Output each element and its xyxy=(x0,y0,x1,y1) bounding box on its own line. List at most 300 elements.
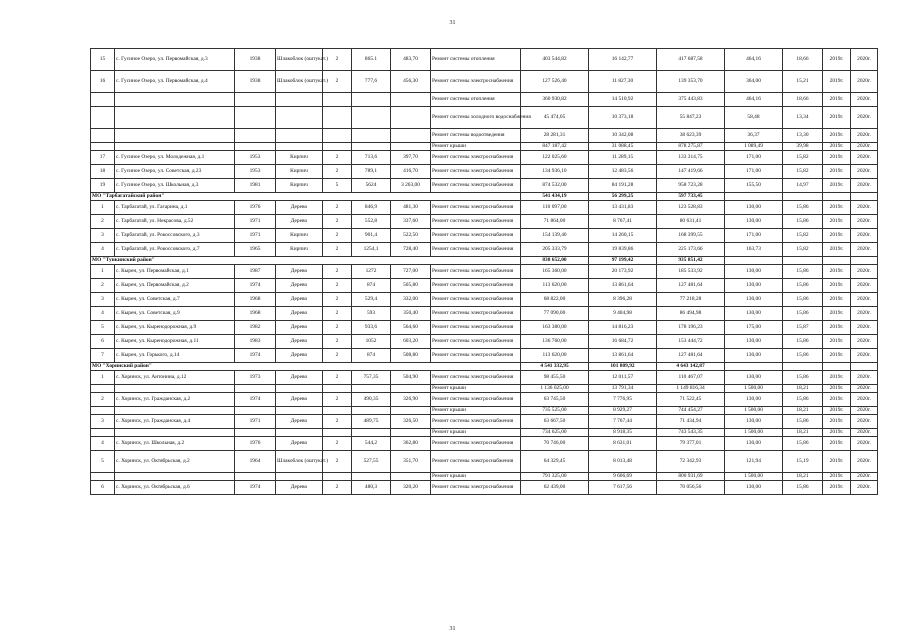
start-year-cell: 2019г. xyxy=(823,243,851,257)
total-cost-cell: 139 353,70 xyxy=(657,71,725,93)
table-row xyxy=(91,429,878,437)
work-type-cell: Ремонт системы холодного водоснабжения xyxy=(431,107,521,129)
wall-material-cell: Шлакоблок (оштукат.) xyxy=(276,71,323,93)
address-cell: с. Гусиное Озеро, ул. Школьная, д.3 xyxy=(115,179,235,193)
year-cell: 1968 xyxy=(235,293,276,307)
empty-cell xyxy=(783,363,823,371)
year-cell: 1981 xyxy=(235,179,276,193)
empty-cell xyxy=(783,193,823,201)
unit-rate-cell: 464,16 xyxy=(725,93,783,107)
percent-cell: 13,30 xyxy=(783,129,823,143)
district-extra-cost-cell: 97 199,42 xyxy=(589,257,657,265)
unit-rate-cell: 364,00 xyxy=(725,71,783,93)
table-row xyxy=(91,129,878,143)
address-cell: с. Кырен, ул. Советская, д.9 xyxy=(115,307,235,321)
unit-rate-cell: 58,48 xyxy=(725,107,783,129)
work-type-cell: Ремонт системы электроснабжения xyxy=(431,437,521,451)
cost-cell: 77 090,00 xyxy=(521,307,589,321)
total-area-cell: 789,1 xyxy=(352,165,391,179)
unit-rate-cell: 130,00 xyxy=(725,349,783,363)
work-type-cell: Ремонт системы электроснабжения xyxy=(431,349,521,363)
wall-material-cell: Кирпич xyxy=(276,229,323,243)
end-year-cell: 2020г. xyxy=(851,165,878,179)
page-number-top: 31 xyxy=(449,20,456,26)
floors-cell xyxy=(323,107,352,129)
living-area-cell: 3 263,00 xyxy=(391,179,431,193)
wall-material-cell: Дерево xyxy=(276,215,323,229)
floors-cell: 2 xyxy=(323,165,352,179)
row-number-cell: 2 xyxy=(91,393,115,407)
address-cell xyxy=(115,93,235,107)
end-year-cell: 2020г. xyxy=(851,143,878,151)
total-area-cell xyxy=(352,107,391,129)
total-cost-cell: 178 196,23 xyxy=(657,321,725,335)
year-cell: 1953 xyxy=(235,165,276,179)
total-area-cell: 480,3 xyxy=(352,481,391,495)
total-cost-cell: 38 623,39 xyxy=(657,129,725,143)
percent-cell: 39,98 xyxy=(783,143,823,151)
end-year-cell: 2020г. xyxy=(851,321,878,335)
start-year-cell: 2019г. xyxy=(823,393,851,407)
district-title-cell: МО "Хоринский район" xyxy=(91,363,521,371)
row-number-cell: 5 xyxy=(91,451,115,473)
end-year-cell: 2020г. xyxy=(851,151,878,165)
year-cell xyxy=(235,129,276,143)
percent-cell: 15,86 xyxy=(783,307,823,321)
work-type-cell: Ремонт системы электроснабжения xyxy=(431,481,521,495)
total-area-cell: 593 xyxy=(352,307,391,321)
total-area-cell xyxy=(352,407,391,415)
living-area-cell: 320,20 xyxy=(391,481,431,495)
wall-material-cell: Кирпич xyxy=(276,151,323,165)
extra-cost-cell: 13 431,83 xyxy=(589,201,657,215)
row-number-cell xyxy=(91,129,115,143)
floors-cell: 2 xyxy=(323,335,352,349)
table-row xyxy=(91,151,878,165)
percent-cell: 15,87 xyxy=(783,321,823,335)
cost-cell: 403 544,82 xyxy=(521,49,589,71)
empty-cell xyxy=(823,193,851,201)
work-type-cell: Ремонт системы электроснабжения xyxy=(431,393,521,407)
row-number-cell xyxy=(91,93,115,107)
table-row xyxy=(91,473,878,481)
empty-cell xyxy=(851,363,878,371)
table-row xyxy=(91,481,878,495)
wall-material-cell xyxy=(276,93,323,107)
address-cell xyxy=(115,129,235,143)
row-number-cell: 6 xyxy=(91,335,115,349)
wall-material-cell: Шлакоблок (оштукат.) xyxy=(276,49,323,71)
row-number-cell: 1 xyxy=(91,201,115,215)
total-area-cell: 874 xyxy=(352,279,391,293)
total-cost-cell: 375 443,83 xyxy=(657,93,725,107)
floors-cell: 5 xyxy=(323,179,352,193)
start-year-cell: 2019г. xyxy=(823,107,851,129)
living-area-cell: 564,60 xyxy=(391,321,431,335)
unit-rate-cell: 1 089,49 xyxy=(725,143,783,151)
district-subtotal-row xyxy=(91,193,878,201)
wall-material-cell: Дерево xyxy=(276,335,323,349)
total-cost-cell: 55 847,23 xyxy=(657,107,725,129)
table-row xyxy=(91,201,878,215)
end-year-cell: 2020г. xyxy=(851,371,878,385)
address-cell: с. Гусиное Озеро, ул. Первомайская, д.3 xyxy=(115,49,235,71)
year-cell: 1953 xyxy=(235,151,276,165)
row-number-cell: 2 xyxy=(91,279,115,293)
cost-cell: 874 532,00 xyxy=(521,179,589,193)
living-area-cell: 728,40 xyxy=(391,243,431,257)
total-cost-cell: 71 434,94 xyxy=(657,415,725,429)
year-cell: 1964 xyxy=(235,451,276,473)
living-area-cell xyxy=(391,385,431,393)
unit-rate-cell: 175,00 xyxy=(725,321,783,335)
extra-cost-cell: 8 767,41 xyxy=(589,215,657,229)
table-row xyxy=(91,229,878,243)
work-type-cell: Ремонт системы электроснабжения xyxy=(431,451,521,473)
row-number-cell: 19 xyxy=(91,179,115,193)
wall-material-cell: Дерево xyxy=(276,415,323,429)
wall-material-cell xyxy=(276,407,323,415)
start-year-cell: 2019г. xyxy=(823,293,851,307)
year-cell: 1974 xyxy=(235,393,276,407)
row-number-cell: 3 xyxy=(91,293,115,307)
total-cost-cell: 133 314,75 xyxy=(657,151,725,165)
end-year-cell: 2020г. xyxy=(851,429,878,437)
address-cell: с. Кырен, ул. Первомайская, д.1 xyxy=(115,265,235,279)
address-cell: с. Тарбагатай, ул. Некрасова, д.52 xyxy=(115,215,235,229)
start-year-cell: 2019г. xyxy=(823,349,851,363)
row-number-cell: 17 xyxy=(91,151,115,165)
district-subtotal-row xyxy=(91,363,878,371)
percent-cell: 15,21 xyxy=(783,71,823,93)
total-cost-cell: 70 056,56 xyxy=(657,481,725,495)
address-cell xyxy=(115,385,235,393)
extra-cost-cell: 7 617,56 xyxy=(589,481,657,495)
cost-cell: 791 325,00 xyxy=(521,473,589,481)
percent-cell: 13,34 xyxy=(783,107,823,129)
table-row xyxy=(91,179,878,193)
table-row xyxy=(91,243,878,257)
floors-cell xyxy=(323,385,352,393)
extra-cost-cell: 14 816,23 xyxy=(589,321,657,335)
table-row xyxy=(91,371,878,385)
percent-cell: 15,86 xyxy=(783,201,823,215)
row-number-cell: 16 xyxy=(91,71,115,93)
floors-cell: 2 xyxy=(323,307,352,321)
total-area-cell xyxy=(352,143,391,151)
year-cell xyxy=(235,473,276,481)
table-row xyxy=(91,49,878,71)
end-year-cell: 2020г. xyxy=(851,179,878,193)
floors-cell: 2 xyxy=(323,201,352,215)
cost-cell: 136 760,00 xyxy=(521,335,589,349)
year-cell: 1971 xyxy=(235,415,276,429)
wall-material-cell: Дерево xyxy=(276,307,323,321)
start-year-cell: 2019г. xyxy=(823,93,851,107)
extra-cost-cell: 13 861,64 xyxy=(589,279,657,293)
year-cell: 1976 xyxy=(235,437,276,451)
total-area-cell: 713,6 xyxy=(352,151,391,165)
cost-cell: 735 525,00 xyxy=(521,407,589,415)
wall-material-cell: Кирпич xyxy=(276,179,323,193)
floors-cell: 2 xyxy=(323,321,352,335)
unit-rate-cell: 130,00 xyxy=(725,293,783,307)
floors-cell: 2 xyxy=(323,151,352,165)
start-year-cell: 2019г. xyxy=(823,473,851,481)
percent-cell: 18,66 xyxy=(783,49,823,71)
extra-cost-cell: 8 918,35 xyxy=(589,429,657,437)
cost-cell: 64 329,45 xyxy=(521,451,589,473)
year-cell xyxy=(235,93,276,107)
total-cost-cell: 147 419,66 xyxy=(657,165,725,179)
unit-rate-cell: 130,00 xyxy=(725,307,783,321)
end-year-cell: 2020г. xyxy=(851,215,878,229)
living-area-cell xyxy=(391,473,431,481)
cost-cell: 163 380,00 xyxy=(521,321,589,335)
year-cell: 1987 xyxy=(235,265,276,279)
unit-rate-cell: 464,16 xyxy=(725,49,783,71)
address-cell xyxy=(115,143,235,151)
unit-rate-cell: 171,00 xyxy=(725,151,783,165)
extra-cost-cell: 16 684,72 xyxy=(589,335,657,349)
row-number-cell: 6 xyxy=(91,481,115,495)
extra-cost-cell: 84 191,28 xyxy=(589,179,657,193)
percent-cell: 15,82 xyxy=(783,165,823,179)
floors-cell: 2 xyxy=(323,243,352,257)
row-number-cell xyxy=(91,407,115,415)
extra-cost-cell: 20 173,92 xyxy=(589,265,657,279)
end-year-cell: 2020г. xyxy=(851,93,878,107)
end-year-cell: 2020г. xyxy=(851,229,878,243)
living-area-cell xyxy=(391,407,431,415)
year-cell: 1974 xyxy=(235,279,276,293)
start-year-cell: 2019г. xyxy=(823,279,851,293)
extra-cost-cell: 13 791,34 xyxy=(589,385,657,393)
page-number-bottom: 31 xyxy=(449,626,456,632)
total-cost-cell: 110 467,07 xyxy=(657,371,725,385)
work-type-cell: Ремонт системы электроснабжения xyxy=(431,243,521,257)
living-area-cell: 727,00 xyxy=(391,265,431,279)
end-year-cell: 2020г. xyxy=(851,293,878,307)
work-type-cell: Ремонт крыши xyxy=(431,143,521,151)
floors-cell xyxy=(323,473,352,481)
cost-cell: 360 930,82 xyxy=(521,93,589,107)
address-cell xyxy=(115,407,235,415)
wall-material-cell xyxy=(276,129,323,143)
total-area-cell: 552,8 xyxy=(352,215,391,229)
start-year-cell: 2019г. xyxy=(823,143,851,151)
total-area-cell: 1254,1 xyxy=(352,243,391,257)
row-number-cell: 4 xyxy=(91,243,115,257)
end-year-cell: 2020г. xyxy=(851,335,878,349)
floors-cell: 2 xyxy=(323,71,352,93)
living-area-cell: 483,70 xyxy=(391,49,431,71)
table-row xyxy=(91,451,878,473)
total-area-cell: 846,9 xyxy=(352,201,391,215)
wall-material-cell: Дерево xyxy=(276,437,323,451)
total-area-cell: 490,35 xyxy=(352,393,391,407)
total-cost-cell: 225 173,66 xyxy=(657,243,725,257)
living-area-cell: 351,70 xyxy=(391,451,431,473)
floors-cell: 2 xyxy=(323,371,352,385)
unit-rate-cell: 155,50 xyxy=(725,179,783,193)
wall-material-cell xyxy=(276,385,323,393)
end-year-cell: 2020г. xyxy=(851,415,878,429)
work-type-cell: Ремонт системы электроснабжения xyxy=(431,71,521,93)
address-cell: с. Кырен, ул. Советская, д.7 xyxy=(115,293,235,307)
start-year-cell: 2019г. xyxy=(823,307,851,321)
total-area-cell: 529,4 xyxy=(352,293,391,307)
district-total-cost-cell: 935 851,42 xyxy=(657,257,725,265)
table-row xyxy=(91,293,878,307)
wall-material-cell: Дерево xyxy=(276,371,323,385)
end-year-cell: 2020г. xyxy=(851,307,878,321)
year-cell: 1971 xyxy=(235,215,276,229)
living-area-cell: 326,90 xyxy=(391,393,431,407)
address-cell: с. Гусиное Озеро, ул. Первомайская, д.4 xyxy=(115,71,235,93)
end-year-cell: 2020г. xyxy=(851,407,878,415)
wall-material-cell xyxy=(276,473,323,481)
address-cell xyxy=(115,473,235,481)
start-year-cell: 2019г. xyxy=(823,429,851,437)
unit-rate-cell: 171,00 xyxy=(725,165,783,179)
row-number-cell: 1 xyxy=(91,371,115,385)
district-cost-cell: 4 541 332,95 xyxy=(521,363,589,371)
row-number-cell: 5 xyxy=(91,321,115,335)
year-cell: 1938 xyxy=(235,49,276,71)
address-cell: с. Хоринск, ул. Школьная, д.2 xyxy=(115,437,235,451)
unit-rate-cell: 130,00 xyxy=(725,215,783,229)
work-type-cell: Ремонт системы электроснабжения xyxy=(431,215,521,229)
cost-cell: 70 746,00 xyxy=(521,437,589,451)
total-area-cell xyxy=(352,385,391,393)
living-area-cell: 362,80 xyxy=(391,437,431,451)
work-type-cell: Ремонт системы электроснабжения xyxy=(431,307,521,321)
cost-cell: 110 097,00 xyxy=(521,201,589,215)
total-area-cell: 874 xyxy=(352,349,391,363)
extra-cost-cell: 12 483,56 xyxy=(589,165,657,179)
unit-rate-cell: 171,00 xyxy=(725,229,783,243)
living-area-cell xyxy=(391,93,431,107)
total-cost-cell: 86 494,98 xyxy=(657,307,725,321)
floors-cell xyxy=(323,407,352,415)
table-row xyxy=(91,93,878,107)
wall-material-cell: Дерево xyxy=(276,265,323,279)
wall-material-cell: Кирпич xyxy=(276,165,323,179)
living-area-cell: 332,00 xyxy=(391,293,431,307)
extra-cost-cell: 9 404,98 xyxy=(589,307,657,321)
district-title-cell: МО "Тарбагатайский район" xyxy=(91,193,521,201)
work-type-cell: Ремонт системы электроснабжения xyxy=(431,151,521,165)
total-cost-cell: 153 444,72 xyxy=(657,335,725,349)
wall-material-cell: Дерево xyxy=(276,481,323,495)
total-cost-cell: 958 723,28 xyxy=(657,179,725,193)
table-row xyxy=(91,407,878,415)
total-cost-cell: 127 481,64 xyxy=(657,349,725,363)
total-cost-cell: 80 631,41 xyxy=(657,215,725,229)
table-row xyxy=(91,215,878,229)
end-year-cell: 2020г. xyxy=(851,385,878,393)
cost-cell: 63 667,50 xyxy=(521,415,589,429)
end-year-cell: 2020г. xyxy=(851,129,878,143)
percent-cell: 18,21 xyxy=(783,385,823,393)
total-area-cell: 544,2 xyxy=(352,437,391,451)
living-area-cell xyxy=(391,143,431,151)
end-year-cell: 2020г. xyxy=(851,49,878,71)
start-year-cell: 2019г. xyxy=(823,415,851,429)
total-area-cell: 5624 xyxy=(352,179,391,193)
cost-cell: 154 139,40 xyxy=(521,229,589,243)
extra-cost-cell: 7 776,95 xyxy=(589,393,657,407)
district-title-cell: МО "Тункинский район" xyxy=(91,257,521,265)
total-cost-cell: 744 454,27 xyxy=(657,407,725,415)
floors-cell: 2 xyxy=(323,451,352,473)
unit-rate-cell: 130,00 xyxy=(725,437,783,451)
address-cell: с. Хоринск, ул. Гражданская, д.2 xyxy=(115,393,235,407)
percent-cell: 18,21 xyxy=(783,429,823,437)
year-cell: 1983 xyxy=(235,335,276,349)
empty-cell xyxy=(851,193,878,201)
floors-cell: 2 xyxy=(323,215,352,229)
percent-cell: 18,21 xyxy=(783,407,823,415)
living-area-cell: 481,30 xyxy=(391,201,431,215)
extra-cost-cell: 8 013,48 xyxy=(589,451,657,473)
total-area-cell: 901,4 xyxy=(352,229,391,243)
cost-cell: 165 360,00 xyxy=(521,265,589,279)
end-year-cell: 2020г. xyxy=(851,279,878,293)
total-area-cell: 1272 xyxy=(352,265,391,279)
cost-cell: 98 455,50 xyxy=(521,371,589,385)
unit-rate-cell: 130,00 xyxy=(725,335,783,349)
work-type-cell: Ремонт системы электроснабжения xyxy=(431,179,521,193)
end-year-cell: 2020г. xyxy=(851,201,878,215)
start-year-cell: 2019г. xyxy=(823,385,851,393)
wall-material-cell: Дерево xyxy=(276,321,323,335)
start-year-cell: 2019г. xyxy=(823,129,851,143)
percent-cell: 15,86 xyxy=(783,215,823,229)
wall-material-cell: Дерево xyxy=(276,349,323,363)
floors-cell: 2 xyxy=(323,279,352,293)
start-year-cell: 2019г. xyxy=(823,437,851,451)
start-year-cell: 2019г. xyxy=(823,371,851,385)
empty-cell xyxy=(725,363,783,371)
end-year-cell: 2020г. xyxy=(851,437,878,451)
address-cell: с. Хоринск, ул. Антонина, д.12 xyxy=(115,371,235,385)
address-cell: с. Тарбагатай, ул. Гагарина, д.1 xyxy=(115,201,235,215)
address-cell xyxy=(115,107,235,129)
table-row xyxy=(91,437,878,451)
percent-cell: 15,86 xyxy=(783,349,823,363)
percent-cell: 15,86 xyxy=(783,265,823,279)
start-year-cell: 2019г. xyxy=(823,321,851,335)
unit-rate-cell: 130,00 xyxy=(725,415,783,429)
living-area-cell: 416,70 xyxy=(391,165,431,179)
wall-material-cell: Шлакоблок (оштукат.) xyxy=(276,451,323,473)
address-cell: с. Тарбагатай, ул. Рокоссовского, д.3 xyxy=(115,229,235,243)
district-cost-cell: 541 434,19 xyxy=(521,193,589,201)
floors-cell xyxy=(323,143,352,151)
extra-cost-cell: 31 088,45 xyxy=(589,143,657,151)
row-number-cell xyxy=(91,385,115,393)
cost-cell: 122 025,60 xyxy=(521,151,589,165)
cost-cell: 127 526,40 xyxy=(521,71,589,93)
work-type-cell: Ремонт системы электроснабжения xyxy=(431,229,521,243)
work-type-cell: Ремонт системы водоотведения xyxy=(431,129,521,143)
total-area-cell xyxy=(352,93,391,107)
wall-material-cell: Дерево xyxy=(276,279,323,293)
total-area-cell: 777,6 xyxy=(352,71,391,93)
living-area-cell: 397,70 xyxy=(391,151,431,165)
